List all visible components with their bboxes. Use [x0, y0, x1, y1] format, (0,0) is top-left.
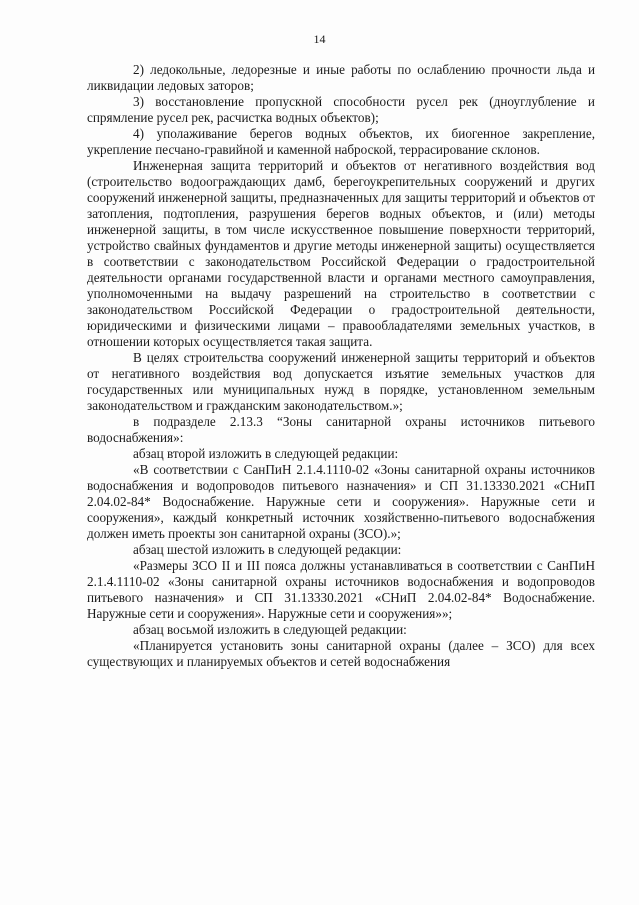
paragraph: абзац шестой изложить в следующей редакции:	[133, 542, 402, 557]
paragraph: 3) восстановление пропускной способности русел рек (дноуглубление и спрямление русел рек, расчистка водных объектов);	[87, 94, 595, 125]
paragraph: в подразделе 2.13.3 “Зоны санитарной охраны источников питьевого водоснабжения»:	[87, 414, 595, 445]
page-number: 14	[313, 32, 326, 46]
paragraph: 4) уполаживание берегов водных объектов, их биогенное закрепление, укрепление песчано-гравийной и каменной наброской, террасирование склонов.	[87, 126, 595, 157]
document-body	[87, 62, 595, 670]
paragraph: «В соответствии с СанПиН 2.1.4.1110-02 «Зоны санитарной охраны источников водоснабжения и водопроводов питьевого назначения» и СП 31.13330.2021 «СНиП 2.04.02-84* Водоснабжение. Наружные сети и сооружения». Наружные сети и сооружения», каждый конкретный источник хозяйственно-питьевого водоснабжения должен иметь проекты зон санитарной охраны (ЗСО).»;	[87, 462, 595, 541]
paragraph: «Размеры ЗСО II и III пояса должны устанавливаться в соответствии с СанПиН 2.1.4.1110-02 «Зоны санитарной охраны источников водоснабжения и водопроводов питьевого назначения» и СП 31.13330.2021 «СНиП 2.04.02-84* Водоснабжение. Наружные сети и сооружения». Наружные сети и сооружения»»;	[87, 558, 595, 621]
paragraph: «Планируется установить зоны санитарной охраны (далее – ЗСО) для всех существующих и планируемых объектов и сетей водоснабжения	[87, 638, 595, 669]
paragraph: абзац восьмой изложить в следующей редакции:	[133, 622, 407, 637]
paragraph: Инженерная защита территорий и объектов от негативного воздействия вод (строительство водоограждающих дамб, берегоукрепительных сооружений и других сооружений инженерной защиты, предназначенных для защиты территорий и объектов от затопления, подтопления, разрушения берегов водных объектов, и (или) методы инженерной защиты, в том числе искусственное повышение поверхности территорий, устройство свайных фундаментов и другие методы инженерной защиты) осуществляется в соответствии с законодательством Российской Федерации о градостроительной деятельности органами государственной власти и органами местного самоуправления, уполномоченными на выдачу разрешений на строительство в соответствии с законодательством Российской Федерации о градостроительной деятельности, юридическими и физическими лицами – правообладателями земельных участков, в отношении которых осуществляется такая защита.	[87, 158, 595, 349]
paragraph: В целях строительства сооружений инженерной защиты территорий и объектов от негативного воздействия вод допускается изъятие земельных участков для государственных или муниципальных нужд в порядке, установленном земельным законодательством и гражданским законодательством.»;	[87, 350, 595, 413]
paragraph: 2) ледокольные, ледорезные и иные работы по ослаблению прочности льда и ликвидации ледовых заторов;	[87, 62, 595, 93]
paragraph: абзац второй изложить в следующей редакции:	[133, 446, 399, 461]
